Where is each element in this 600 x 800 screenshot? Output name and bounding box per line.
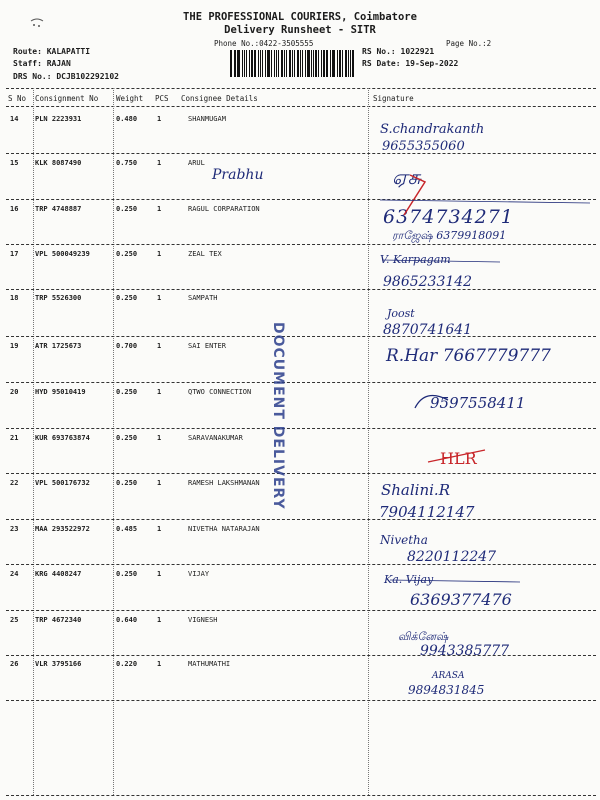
sno-cell: 14 bbox=[10, 115, 19, 123]
handwritten-signature: S.chandrakanth bbox=[380, 122, 485, 137]
consignment-cell: VPL 500049239 bbox=[35, 250, 90, 258]
consignee-cell: QTWO CONNECTION bbox=[188, 388, 252, 396]
handwritten-signature: V. Karpagam bbox=[380, 253, 451, 266]
column-header-sno: S No bbox=[8, 94, 27, 103]
pcs-cell: 1 bbox=[157, 616, 162, 624]
handwritten-signature: ARASA bbox=[432, 671, 465, 681]
rs-number: RS No.: 1022921 bbox=[362, 47, 435, 56]
handwritten-signature: விக்னேஷ் bbox=[398, 630, 449, 643]
document-title: Delivery Runsheet - SITR bbox=[224, 24, 376, 36]
handwritten-phone: 8220112247 bbox=[407, 549, 497, 565]
sno-cell: 22 bbox=[10, 479, 19, 487]
pcs-cell: 1 bbox=[157, 660, 162, 668]
consignment-cell: VPL 500176732 bbox=[35, 479, 90, 487]
sno-cell: 19 bbox=[10, 342, 19, 350]
pcs-cell: 1 bbox=[157, 115, 162, 123]
sno-cell: 25 bbox=[10, 616, 19, 624]
pcs-cell: 1 bbox=[157, 525, 162, 533]
consignment-cell: TRP 4748887 bbox=[35, 205, 82, 213]
pcs-cell: 1 bbox=[157, 388, 162, 396]
sno-cell: 15 bbox=[10, 159, 19, 167]
handwritten-phone: 9655355060 bbox=[382, 139, 465, 154]
handwritten-signature: 9597558411 bbox=[430, 394, 526, 412]
sno-cell: 17 bbox=[10, 250, 19, 258]
handwritten-signature: ஏசு bbox=[392, 165, 421, 189]
handwritten-phone: 7904112147 bbox=[379, 503, 475, 521]
sno-cell: 16 bbox=[10, 205, 19, 213]
sno-cell: 24 bbox=[10, 570, 19, 578]
consignment-cell: TRP 4672340 bbox=[35, 616, 82, 624]
handwritten-signature: R.Har 7667779777 bbox=[386, 346, 551, 366]
handwritten-phone: 8870741641 bbox=[383, 322, 473, 338]
consignee-cell: NIVETHA NATARAJAN bbox=[188, 525, 260, 533]
consignee-cell: ZEAL TEX bbox=[188, 250, 222, 258]
weight-cell: 0.640 bbox=[116, 616, 138, 624]
pcs-cell: 1 bbox=[157, 479, 162, 487]
column-header-consignee: Consignee Details bbox=[181, 94, 258, 103]
handwritten-signature: ராஜேஷ் 6379918091 bbox=[392, 229, 507, 242]
consignment-cell: KUR 693763874 bbox=[35, 434, 90, 442]
column-header-weight: Weight bbox=[116, 94, 144, 103]
consignee-cell: RAGUL CORPARATION bbox=[188, 205, 260, 213]
weight-cell: 0.250 bbox=[116, 205, 138, 213]
consignment-cell: KRG 4408247 bbox=[35, 570, 82, 578]
column-header-consignment: Consignment No bbox=[35, 94, 99, 103]
weight-cell: 0.485 bbox=[116, 525, 138, 533]
sno-cell: 21 bbox=[10, 434, 19, 442]
weight-cell: 0.250 bbox=[116, 570, 138, 578]
handwritten-phone: 6369377476 bbox=[410, 590, 512, 609]
weight-cell: 0.750 bbox=[116, 159, 138, 167]
consignee-cell: VIGNESH bbox=[188, 616, 218, 624]
pcs-cell: 1 bbox=[157, 434, 162, 442]
weight-cell: 0.480 bbox=[116, 115, 138, 123]
phone-number: Phone No.:0422-3505555 bbox=[214, 39, 314, 48]
consignee-cell: SARAVANAKUMAR bbox=[188, 434, 243, 442]
staff-label: Staff: RAJAN bbox=[13, 59, 71, 68]
weight-cell: 0.250 bbox=[116, 250, 138, 258]
consignee-cell: SHANMUGAM bbox=[188, 115, 226, 123]
sno-cell: 26 bbox=[10, 660, 19, 668]
consignee-cell: RAMESH LAKSHMANAN bbox=[188, 479, 260, 487]
handwritten-signature: Nivetha bbox=[380, 533, 428, 547]
column-header-signature: Signature bbox=[373, 94, 414, 103]
route-label: Route: KALAPATTI bbox=[13, 47, 91, 56]
sno-cell: 18 bbox=[10, 294, 19, 302]
consignment-cell: HYD 95010419 bbox=[35, 388, 86, 396]
weight-cell: 0.220 bbox=[116, 660, 138, 668]
weight-cell: 0.250 bbox=[116, 434, 138, 442]
handwritten-phone: 6374734271 bbox=[383, 206, 514, 228]
consignment-cell: ATR 1725673 bbox=[35, 342, 82, 350]
pcs-cell: 1 bbox=[157, 250, 162, 258]
rs-date: RS Date: 19-Sep-2022 bbox=[362, 59, 459, 68]
handwritten-phone: 9894831845 bbox=[408, 683, 485, 697]
handwritten-phone: 9943385777 bbox=[420, 643, 510, 659]
pcs-cell: 1 bbox=[157, 570, 162, 578]
consignment-cell: KLK 8087490 bbox=[35, 159, 82, 167]
pcs-cell: 1 bbox=[157, 159, 162, 167]
drs-number: DRS No.: DCJB102292102 bbox=[13, 72, 119, 81]
weight-cell: 0.250 bbox=[116, 294, 138, 302]
handwritten-mark: HLR bbox=[440, 449, 477, 468]
weight-cell: 0.250 bbox=[116, 388, 138, 396]
consignee-cell: SAMPATH bbox=[188, 294, 218, 302]
handwritten-name: Prabhu bbox=[212, 167, 264, 183]
consignee-cell: SAI ENTER bbox=[188, 342, 226, 350]
consignee-cell: ARUL bbox=[188, 159, 205, 167]
consignment-cell: VLR 3795166 bbox=[35, 660, 82, 668]
consignment-cell: PLN 2223931 bbox=[35, 115, 82, 123]
pcs-cell: 1 bbox=[157, 205, 162, 213]
handwritten-phone: 9865233142 bbox=[383, 274, 473, 290]
pcs-cell: 1 bbox=[157, 342, 162, 350]
consignee-cell: MATHUMATHI bbox=[188, 660, 231, 668]
sno-cell: 20 bbox=[10, 388, 19, 396]
consignment-cell: TRP 5526300 bbox=[35, 294, 82, 302]
page-number: Page No.:2 bbox=[446, 39, 492, 48]
column-header-pcs: PCS bbox=[155, 94, 169, 103]
company-name: THE PROFESSIONAL COURIERS, Coimbatore bbox=[183, 11, 417, 23]
handwritten-signature: Shalini.R bbox=[381, 481, 450, 499]
handwritten-signature: Joost bbox=[387, 307, 415, 320]
sno-cell: 23 bbox=[10, 525, 19, 533]
pcs-cell: 1 bbox=[157, 294, 162, 302]
handwritten-signature: Ka. Vijay bbox=[384, 573, 434, 586]
consignee-cell: VIJAY bbox=[188, 570, 210, 578]
consignment-cell: MAA 293522972 bbox=[35, 525, 90, 533]
weight-cell: 0.250 bbox=[116, 479, 138, 487]
weight-cell: 0.700 bbox=[116, 342, 138, 350]
document-delivery-stamp: DOCUMENT DELIVERY bbox=[270, 322, 286, 510]
